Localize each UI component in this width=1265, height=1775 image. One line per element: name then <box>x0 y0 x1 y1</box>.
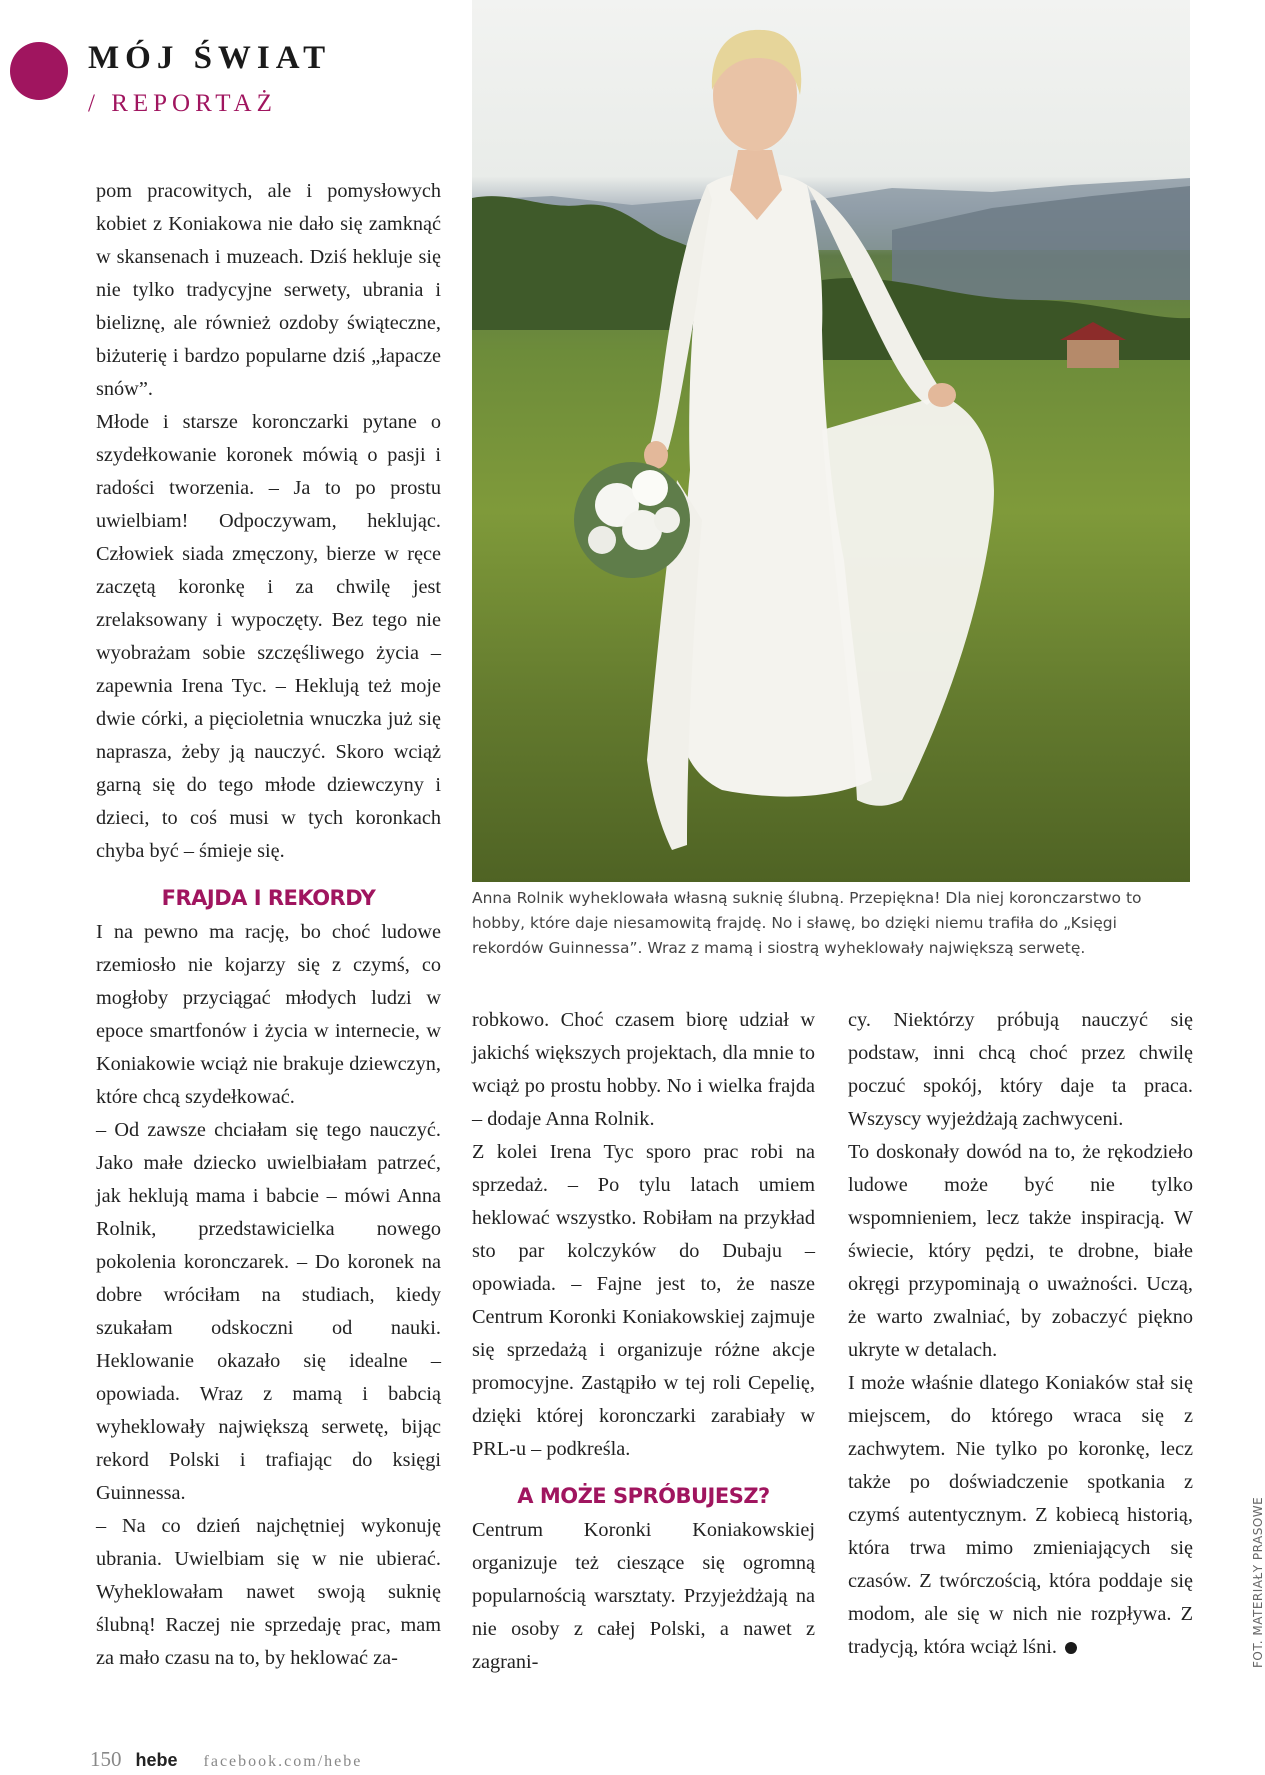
paragraph: pom pracowitych, ale i pomysłowych kobiet z Koniakowa nie dało się zamknąć w skansenach i muzeach. Dziś hekluje się nie tylko tradycyjne serwety, ubrania i bieliznę, ale również ozdoby świąteczne, biżuterię i bardzo popularne dziś „łapacze snów”. <box>96 180 441 400</box>
page-number: 150 <box>90 1747 122 1771</box>
subheading-frajda: FRAJDA I REKORDY <box>161 886 376 910</box>
bride-lace-dress-photo <box>472 0 1190 882</box>
paragraph: To doskonały dowód na to, że rękodzieło ludowe może być nie tylko wspomnieniem, lecz także inspiracją. W świecie, który pędzi, te drobne, białe okręgi przypominają o uważności. Uczą, że warto zwalniać, by zobaczyć piękno ukryte w detalach. <box>848 1141 1193 1361</box>
article-column-2 <box>472 1004 815 1679</box>
article-column-3 <box>848 1004 1193 1664</box>
article-column-1 <box>96 175 441 1675</box>
paragraph: Młode i starsze koronczarki pytane o szydełkowanie koronek mówią o pasji i radości tworzenia. – Ja to po prostu uwielbiam! Odpoczywam, heklując. Człowiek siada zmęczony, bierze w ręce zaczętą koronkę i za chwilę jest zrelaksowany i wypoczęty. Bez tego nie wyobrażam sobie szczęśliwego życia – zapewnia Irena Tyc. – Heklują też moje dwie córki, a pięcioletnia wnuczka już się naprasza, żeby ją nauczyć. Skoro wciąż garną się do tego młode dziewczyny i dzieci, to coś musi w tych koronkach chyba być – śmieje się. <box>96 411 441 862</box>
subheading-sprobujesz: A MOŻE SPRÓBUJESZ? <box>517 1484 770 1508</box>
facebook-link[interactable]: facebook.com/hebe <box>203 1753 363 1770</box>
section-marker-dot <box>10 42 68 100</box>
paragraph: I na pewno ma rację, bo choć ludowe rzemiosło nie kojarzy się z czymś, co mogłoby przyciągać młodych ludzi w epoce smartfonów i życia w internecie, w Koniakowie wciąż nie brakuje dziewczyn, które chcą szydełkować. <box>96 921 441 1108</box>
magazine-logo: hebe <box>135 1750 178 1770</box>
photo-caption: Anna Rolnik wyheklowała własną suknię ślubną. Przepiękna! Dla niej koronczarstwo to hobby, które daje niesamowitą frajdę. No i sławę, bo dzięki niemu trafiła do „Księgi rekordów Guinnessa”. Wraz z mamą i siostrą wyheklowały największą serwetę. <box>472 889 1142 957</box>
paragraph: Centrum Koronki Koniakowskiej organizuje też cieszące się ogromną popularnością warsztaty. Przyjeżdżają na nie osoby z całej Polski, a nawet z zagrani- <box>472 1519 815 1673</box>
paragraph: – Na co dzień najchętniej wykonuję ubrania. Uwielbiam się w nie ubierać. Wyheklowałam nawet swoją suknię ślubną! Raczej nie sprzedaję prac, mam za mało czasu na to, by heklować za- <box>96 1515 441 1669</box>
page-footer <box>90 1747 362 1772</box>
section-subtitle: / REPORTAŻ <box>88 90 277 117</box>
paragraph: cy. Niektórzy próbują nauczyć się podstaw, inni chcą choć przez chwilę poczuć spokój, który daje ta praca. Wszyscy wyjeżdżają zachwyceni. <box>848 1009 1193 1130</box>
paragraph-final <box>848 1367 1193 1664</box>
photo-credit: FOT. MATERIAŁY PRASOWE <box>1251 1496 1265 1668</box>
end-mark-icon <box>1065 1642 1077 1654</box>
section-title: MÓJ ŚWIAT <box>88 40 332 76</box>
paragraph-text: I może właśnie dlatego Koniaków stał się miejscem, do którego wraca się z zachwytem. Nie tylko po koronkę, lecz także po doświadczenie spotkania z czymś autentycznym. Z kobiecą historią, która trwa mimo zmieniających się czasów. Z twórczością, która poddaje się modom, ale się w nich nie rozpływa. Z tradycją, która wciąż lśni. <box>848 1372 1193 1658</box>
paragraph: – Od zawsze chciałam się tego nauczyć. Jako małe dziecko uwielbiałam patrzeć, jak heklują mama i babcie – mówi Anna Rolnik, przedstawicielka nowego pokolenia koronczarek. – Do koronek na dobre wróciłam na studiach, kiedy szukałam odskoczni od nauki. Heklowanie okazało się idealne – opowiada. Wraz z mamą i babcią wyheklowały największą serwetę, bijąc rekord Polski i trafiając do księgi Guinnessa. <box>96 1119 441 1504</box>
paragraph: Z kolei Irena Tyc sporo prac robi na sprzedaż. – Po tylu latach umiem heklować wszystko. Robiłam na przykład sto par kolczyków do Dubaju – opowiada. – Fajne jest to, że nasze Centrum Koronki Koniakowskiej zajmuje się sprzedażą i organizuje różne akcje promocyjne. Zastąpiło w tej roli Cepelię, dzięki której koronczarki zarabiały w PRL-u – podkreśla. <box>472 1141 815 1460</box>
paragraph: robkowo. Choć czasem biorę udział w jakichś większych projektach, dla mnie to wciąż po prostu hobby. No i wielka frajda – dodaje Anna Rolnik. <box>472 1009 815 1130</box>
